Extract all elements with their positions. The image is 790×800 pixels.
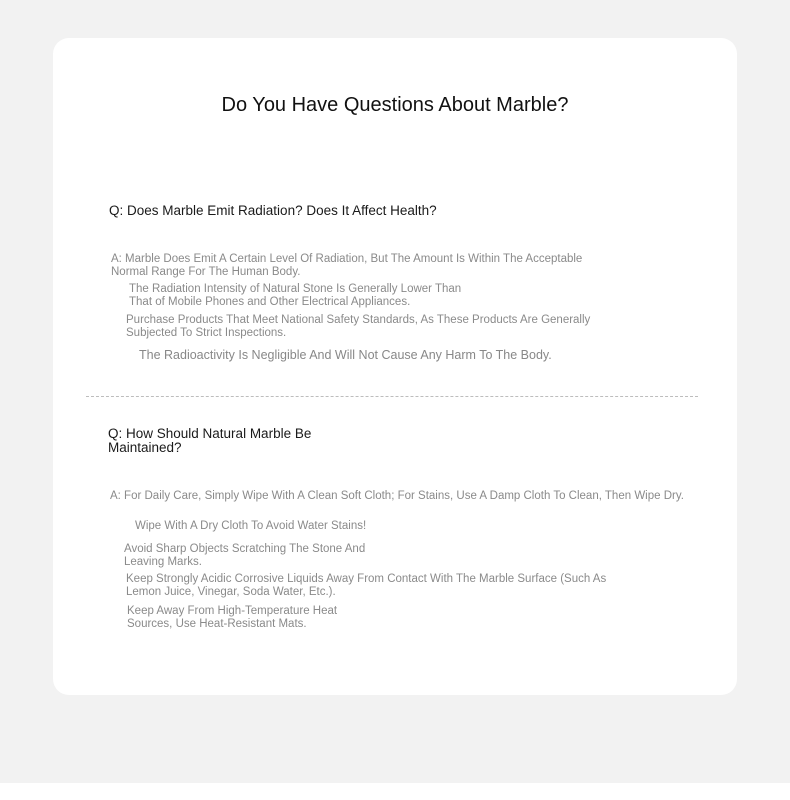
answer-line: A: Marble Does Emit A Certain Level Of Radiation, But The Amount Is Within The Acceptable	[111, 253, 583, 265]
answer-line: Keep Away From High-Temperature Heat	[127, 605, 338, 617]
page-bottom-strip	[0, 783, 790, 800]
answer-line: Sources, Use Heat-Resistant Mats.	[127, 618, 307, 630]
answer-line: Purchase Products That Meet National Safety Standards, As These Products Are Generally	[126, 314, 591, 326]
answer-line: A: For Daily Care, Simply Wipe With A Clean Soft Cloth; For Stains, Use A Damp Cloth To Clean, Then Wipe Dry.	[110, 490, 684, 502]
answer-line: Wipe With A Dry Cloth To Avoid Water Stains!	[135, 520, 367, 532]
answer-line: Subjected To Strict Inspections.	[126, 327, 287, 339]
answer-line: The Radiation Intensity of Natural Stone Is Generally Lower Than	[129, 283, 462, 295]
answer-line: Keep Strongly Acidic Corrosive Liquids Away From Contact With The Marble Surface (Such As	[126, 573, 607, 585]
answer-item	[126, 573, 606, 599]
answer-line: Leaving Marks.	[124, 556, 202, 568]
answer-line: That of Mobile Phones and Other Electrical Appliances.	[129, 296, 411, 308]
answer-item	[126, 314, 590, 340]
question-line: Maintained?	[108, 440, 182, 455]
answer-item	[111, 253, 582, 279]
question-radiation: Q: Does Marble Emit Radiation? Does It Affect Health?	[109, 203, 437, 218]
answer-item	[135, 520, 366, 533]
section-divider	[86, 396, 698, 397]
answer-item	[127, 605, 337, 631]
page-title: Do You Have Questions About Marble?	[221, 94, 569, 116]
answer-item	[124, 543, 365, 569]
answer-item	[110, 490, 684, 503]
answer-line: Lemon Juice, Vinegar, Soda Water, Etc.).	[126, 586, 336, 598]
answer-item	[139, 349, 552, 362]
answer-item	[129, 283, 461, 309]
answer-line: Avoid Sharp Objects Scratching The Stone And	[124, 543, 366, 555]
question-line: Q: How Should Natural Marble Be	[108, 426, 312, 441]
question-maintenance	[108, 427, 311, 455]
answer-line: The Radioactivity Is Negligible And Will Not Cause Any Harm To The Body.	[139, 348, 552, 362]
answer-line: Normal Range For The Human Body.	[111, 266, 301, 278]
